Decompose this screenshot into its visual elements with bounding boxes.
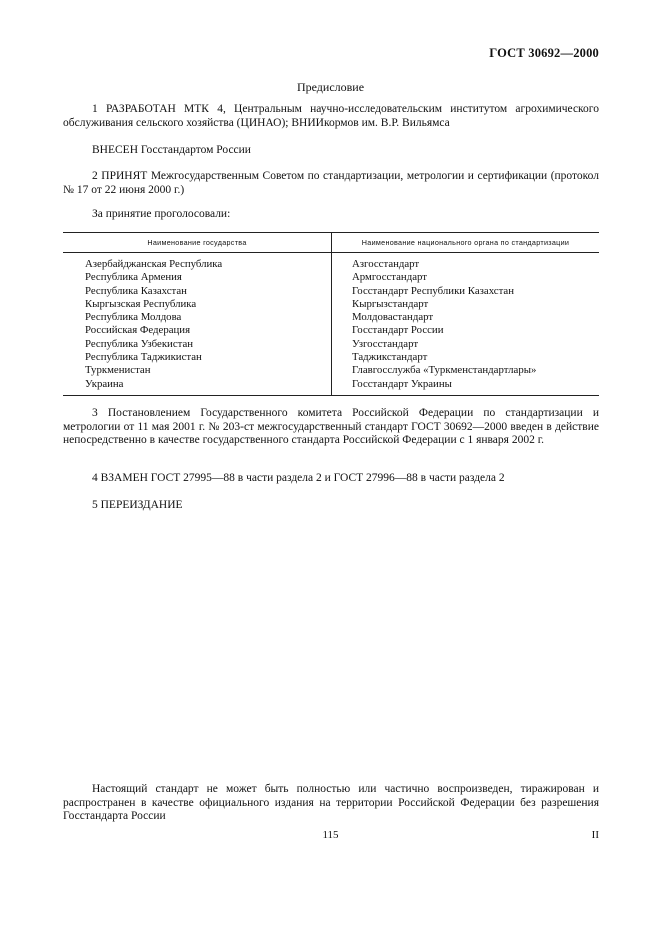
paragraph-decree: 3 Постановлением Государственного комитета Российской Федерации по стандартизации и метрологии от 11 мая 2001 г. № 203-ст межгосударственный стандарт ГОСТ 30692—2000 введен в действие непосредственно в качестве государственного стандарта Российской Федерации с 1 января 2002 г. [63,407,599,446]
table-cell-state: Республика Армения [85,271,182,284]
paragraph-reissue: 5 ПЕРЕИЗДАНИЕ [92,499,183,511]
table-cell-body: Главгосслужба «Туркменстандартлары» [352,364,537,377]
table-header-state: Наименование государства [147,238,247,247]
table-header-divider [63,252,599,253]
table-column-states [85,258,222,391]
table-cell-body: Узгосстандарт [352,337,419,350]
table-cell-state: Республика Казахстан [85,284,187,297]
table-cell-body: Госстандарт России [352,324,444,337]
page-number: 115 [322,829,339,841]
table-header-body: Наименование национального органа по стандартизации [361,238,570,247]
table-cell-state: Кыргызская Республика [85,297,197,310]
page-roman-numeral: II [591,829,599,841]
paragraph-introduced: ВНЕСЕН Госстандартом России [92,144,251,156]
table-cell-body: Армгосстандарт [352,271,427,284]
table-cell-body: Госстандарт Республики Казахстан [352,284,514,297]
paragraph-replaces: 4 ВЗАМЕН ГОСТ 27995—88 в части раздела 2 и ГОСТ 27996—88 в части раздела 2 [92,472,505,484]
table-cell-body: Таджикстандарт [352,351,428,364]
table-cell-state: Республика Молдова [85,311,182,324]
table-cell-body: Госстандарт Украины [352,377,452,390]
paragraph-adopted: 2 ПРИНЯТ Межгосударственным Советом по стандартизации, метрологии и сертификации (протокол № 17 от 22 июня 2000 г.) [63,170,599,196]
paragraph-developed: 1 РАЗРАБОТАН МТК 4, Центральным научно-исследовательским институтом агрохимического обслуживания сельского хозяйства (ЦИНАО); ВНИИкормов им. В.Р. Вильямса [63,103,599,129]
copyright-notice: Настоящий стандарт не может быть полностью или частично воспроизведен, тиражирован и распространен в качестве официального издания на территории Российской Федерации без разрешения Госстандарта России [63,783,599,822]
paragraph-voted: За принятие проголосовали: [92,208,231,220]
table-cell-state: Туркменистан [85,364,151,377]
table-column-divider [331,233,332,395]
table-cell-body: Азгосстандарт [352,258,420,270]
voting-table [63,232,599,396]
table-column-bodies [352,258,536,391]
table-cell-body: Молдовастандарт [352,311,434,324]
table-cell-state: Республика Узбекистан [85,337,194,350]
table-cell-state: Украина [85,377,124,390]
table-cell-body: Кыргызстандарт [352,297,429,310]
section-title: Предисловие [296,80,365,94]
table-cell-state: Азербайджанская Республика [85,258,223,270]
standard-code: ГОСТ 30692—2000 [489,46,599,60]
table-cell-state: Республика Таджикистан [85,351,202,364]
table-cell-state: Российская Федерация [85,324,191,337]
